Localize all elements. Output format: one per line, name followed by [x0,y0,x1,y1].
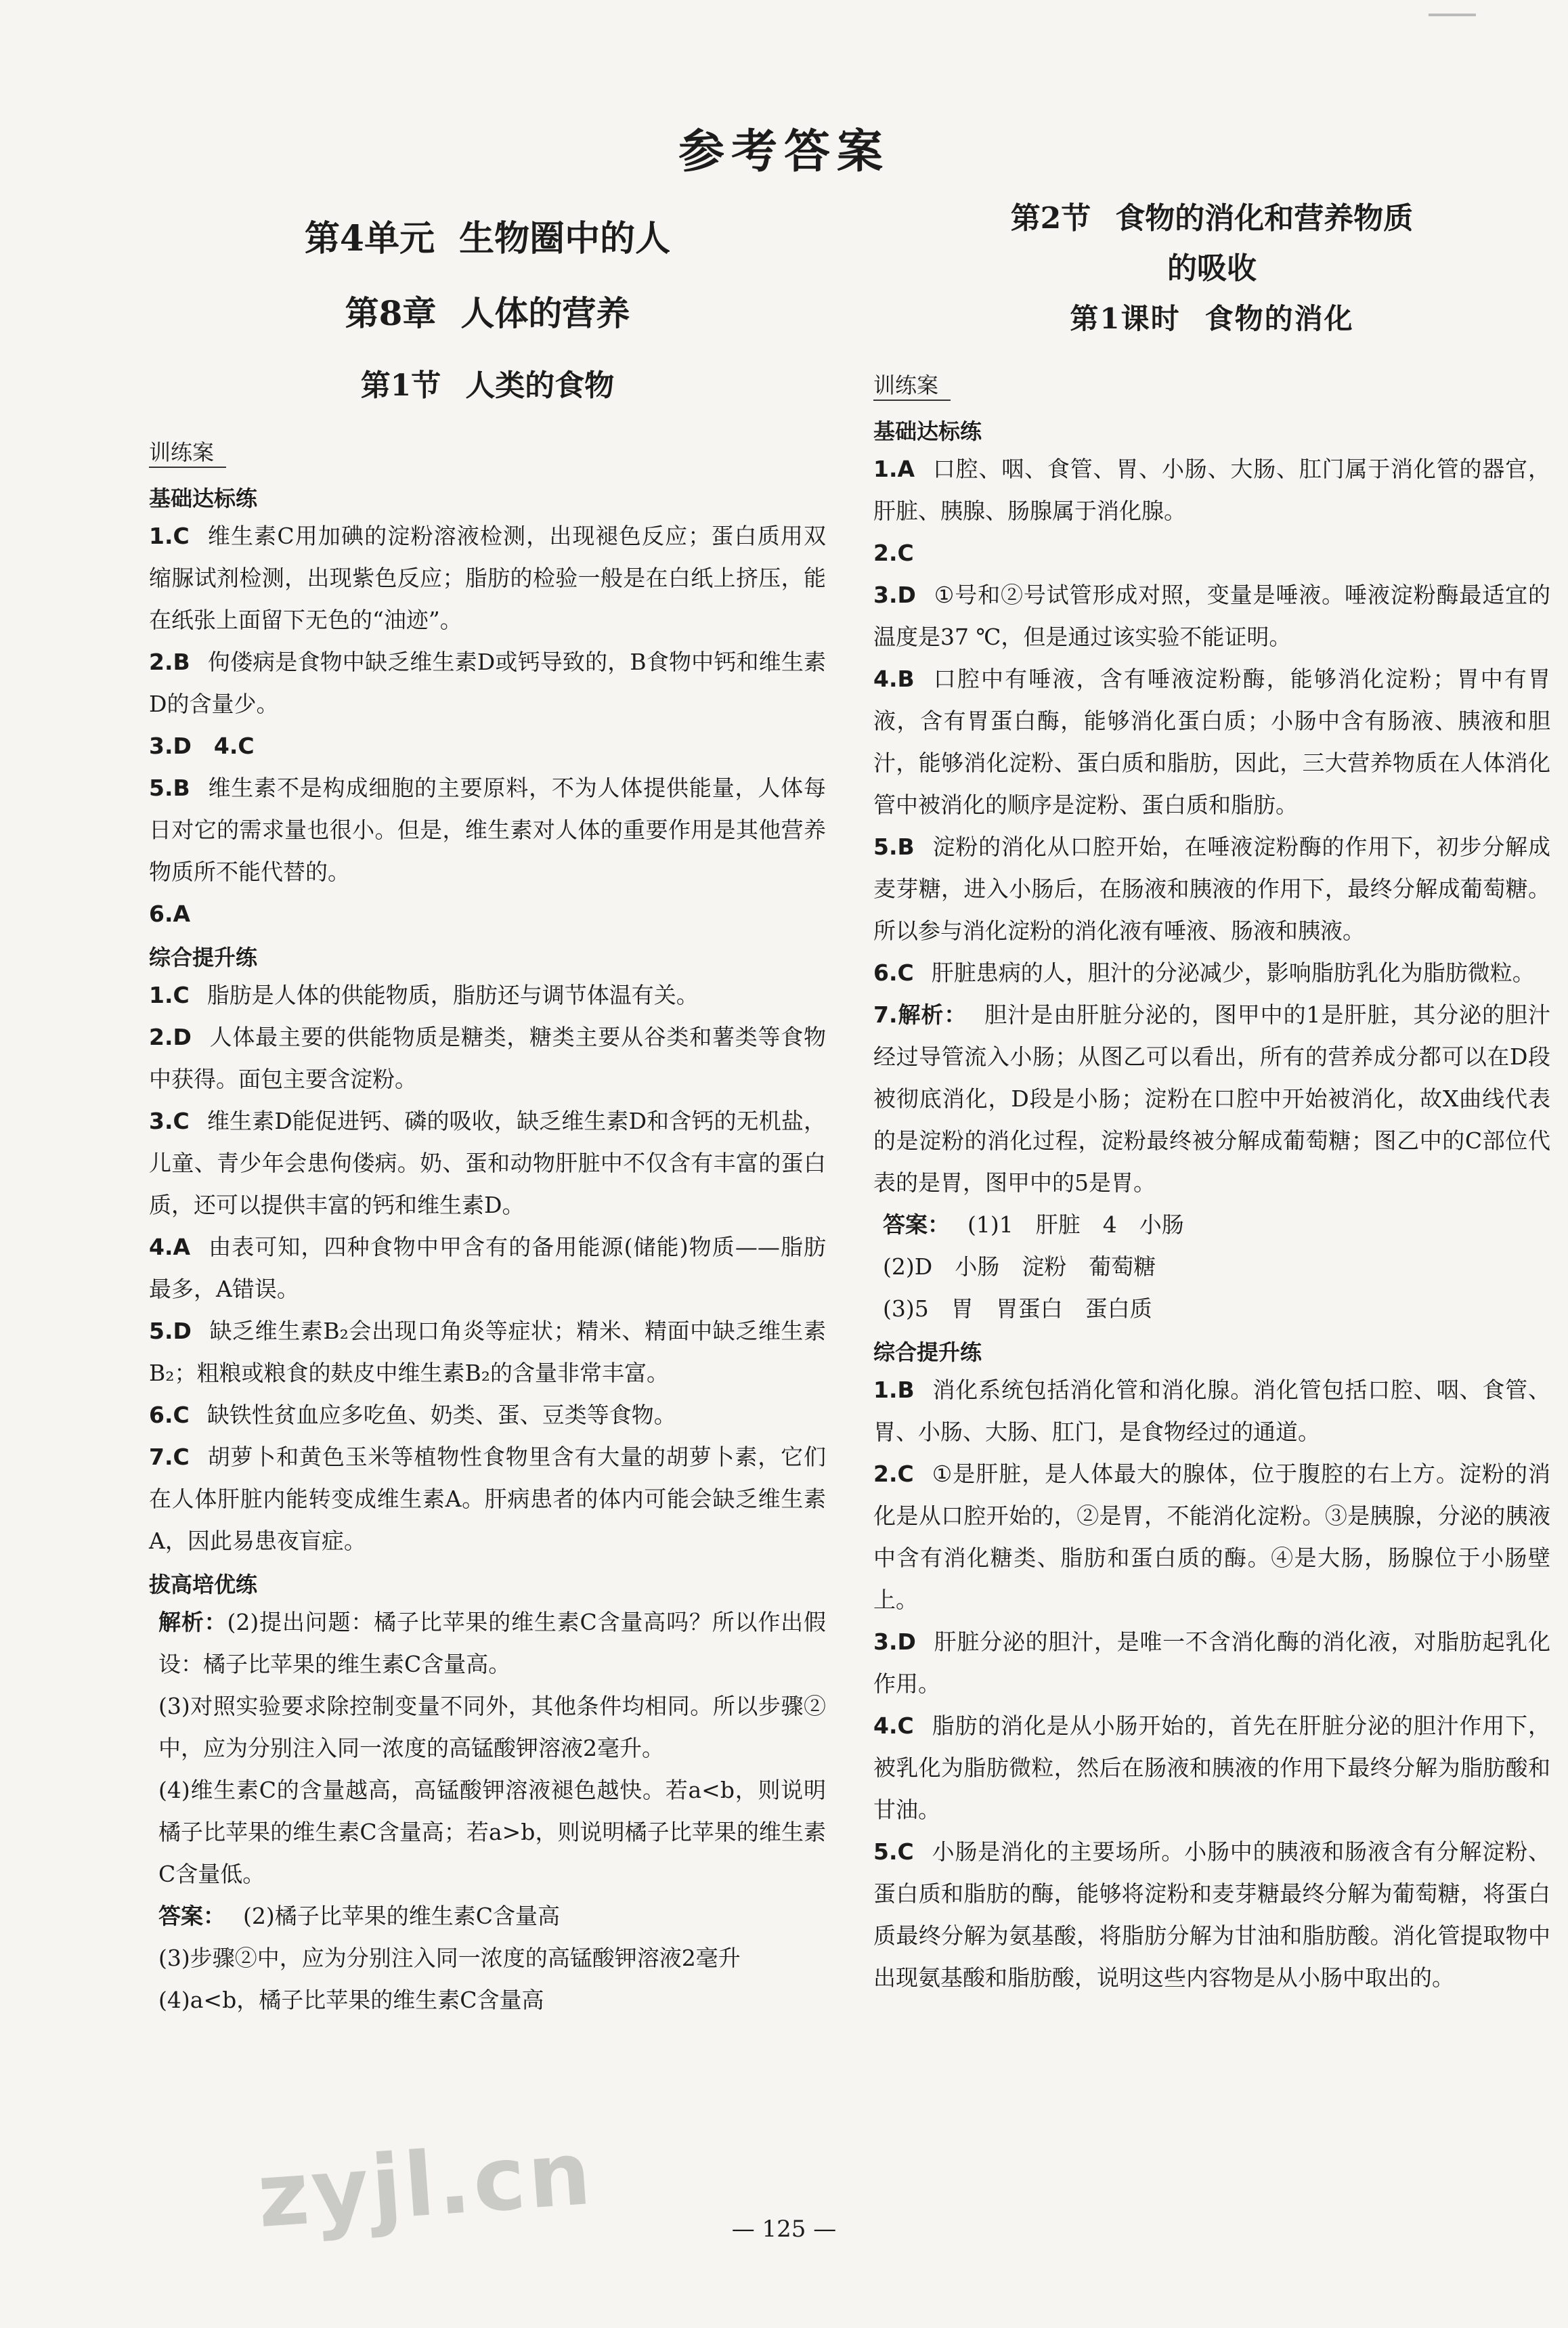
entry-number: 1.A [873,456,915,482]
section-number: 第1节 [360,368,441,403]
answer-entry [149,1394,826,1436]
entry-text: 脂肪的消化是从小肠开始的，首先在肝脏分泌的胆汁作用下，被乳化为脂肪微粒，然后在肠液和胰液的作用下最终分解为脂肪酸和甘油。 [873,1712,1550,1823]
entry-text: 淀粉的消化从口腔开始，在唾液淀粉酶的作用下，初步分解成麦芽糖，进入小肠后，在肠液和胰液的作用下，最终分解成葡萄糖。所以参与消化淀粉的消化液有唾液、肠液和胰液。 [873,834,1550,944]
entry-number: 2.B [149,649,190,675]
answer-label: 答案： [158,1903,225,1929]
answer-entry [873,826,1550,952]
answer-entry [149,1226,826,1310]
lesson-heading [873,297,1550,337]
answer-block [873,1204,1550,1330]
section2-heading-line2: 的吸收 [1167,251,1257,286]
basic-title: 基础达标练 [149,486,258,511]
entry-number: 4.B [873,666,915,692]
entry-number: 7.解析： [873,1001,967,1028]
advanced-title: 综合提升练 [873,1339,982,1365]
entry-number: 3.D [873,1629,916,1655]
answer-item: (3)5 胃 胃蛋白 蛋白质 [883,1295,1152,1322]
entry-number: 1.B [873,1377,915,1403]
basic-title: 基础达标练 [873,418,982,444]
entry-number: 1.C [149,982,190,1008]
analysis-item [158,1601,826,1685]
entry-number: 6.C [873,960,914,986]
entry-number: 6.A [149,901,191,927]
entry-text: 小肠是消化的主要场所。小肠中的胰液和肠液含有分解淀粉、蛋白质和脂肪的酶，能够将淀粉和麦芽糖最终分解为葡萄糖，将蛋白质最终分解为氨基酸，将脂肪分解为甘油和脂肪酸。消化管提取物中出现氨基酸和脂肪酸，说明这些内容物是从小肠中取出的。 [873,1838,1550,1991]
answer-entry [873,994,1550,1204]
analysis-label: 解析： [158,1609,227,1635]
section2-heading-line1 [873,196,1550,241]
entry-number: 4.C [873,1712,914,1739]
answer-entry [149,893,826,935]
answer-item [158,1895,826,1937]
left-column [149,196,826,2021]
chapter-number: 第8章 [345,293,437,333]
lesson-name: 食物的消化 [1204,302,1354,335]
entry-number: 1.C [149,523,190,549]
answer-entry [873,952,1550,994]
answer-entry [873,1369,1550,1453]
basic-list [149,515,826,935]
entry-text: 人体最主要的供能物质是糖类，糖类主要从谷类和薯类等食物中获得。面包主要含淀粉。 [149,1024,826,1092]
entry-text: ①是肝脏，是人体最大的腺体，位于腹腔的右上方。淀粉的消化是从口腔开始的，②是胃，不能消化淀粉。③是胰腺，分泌的胰液中含有消化糖类、脂肪和蛋白质的酶。④是大肠，肠腺位于小肠壁上。 [873,1461,1550,1613]
entry-text: 缺乏维生素B₂会出现口角炎等症状；精米、精面中缺乏维生素B₂；粗粮或粮食的麸皮中维生素B₂的含量非常丰富。 [149,1318,826,1386]
entry-text: 脂肪是人体的供能物质，脂肪还与调节体温有关。 [206,982,699,1008]
page-number: — 125 — [731,2216,837,2243]
entry-number: 5.C [873,1838,914,1865]
answer-entry [149,1436,826,1562]
answer-item [883,1204,1550,1246]
entry-number: 7.C [149,1444,190,1470]
entry-text: 维生素C用加碘的淀粉溶液检测，出现褪色反应；蛋白质用双缩脲试剂检测，出现紫色反应；脂肪的检验一般是在白纸上挤压，能在纸张上面留下无色的“油迹”。 [149,523,826,633]
entry-number: 2.C [873,1461,914,1487]
entry-number: 2.D [149,1024,192,1050]
watermark-logo: zyjl.cn [254,2121,597,2248]
unit-number: 第4单元 [304,218,435,259]
entry-text: 消化系统包括消化管和消化腺。消化管包括口腔、咽、食管、胃、小肠、大肠、肛门，是食物经过的通道。 [873,1377,1550,1445]
entry-number: 5.B [149,775,190,801]
answer-entry [873,448,1550,532]
entry-number: 6.C [149,1402,190,1428]
analysis-block [149,1601,826,2021]
answer-label: 答案： [883,1211,950,1238]
advanced-list [149,974,826,1562]
entry-number: 3.C [149,1108,190,1134]
corner-mark [1429,14,1476,16]
entry-text: 肝脏患病的人，胆汁的分泌减少，影响脂肪乳化为脂肪微粒。 [931,960,1535,986]
answer-entry [873,1621,1550,1705]
training-label: 训练案 [873,368,951,401]
answer-entry [149,515,826,641]
answer-text: (2)橘子比苹果的维生素C含量高 [243,1903,560,1929]
answer-entry [873,1453,1550,1621]
answer-item: (2)D 小肠 淀粉 葡萄糖 [883,1253,1156,1280]
answer-entry [149,725,826,767]
chapter-name: 人体的营养 [460,293,630,333]
entry-text: ①号和②号试管形成对照，变量是唾液。唾液淀粉酶最适宜的温度是37 ℃，但是通过该实验不能证明。 [873,582,1550,650]
answer-entry [873,574,1550,658]
answer-entry [149,974,826,1016]
entry-text: 胆汁是由肝脏分泌的，图甲中的1是肝脏，其分泌的胆汁经过导管流入小肠；从图乙可以看出，所有的营养成分都可以在D段被彻底消化，D段是小肠；淀粉在口腔中开始被消化，故X曲线代表的是淀粉的消化过程，淀粉最终被分解成葡萄糖；图乙中的C部位代表的是胃，图甲中的5是胃。 [873,1001,1551,1196]
entry-number: 4.A [149,1234,191,1260]
entry-text: 佝偻病是食物中缺乏维生素D或钙导致的，B食物中钙和维生素D的含量少。 [149,649,826,717]
section-heading [149,361,826,404]
top-title: 拔高培优练 [149,1572,258,1597]
entry-number: 3.D [873,582,916,608]
entry-text: 维生素D能促进钙、磷的吸收，缺乏维生素D和含钙的无机盐，儿童、青少年会患佝偻病。奶、蛋和动物肝脏中不仅含有丰富的蛋白质，还可以提供丰富的钙和维生素D。 [149,1108,826,1218]
answer-text: (1)1 肝脏 4 小肠 [967,1211,1184,1238]
answer-entry [873,1831,1550,1999]
answer-entry [149,641,826,725]
unit-heading [149,210,826,261]
entry-text: 缺铁性贫血应多吃鱼、奶类、蛋、豆类等食物。 [206,1402,676,1428]
unit-name: 生物圈中的人 [459,218,671,259]
answer-item: (3)步骤②中，应为分别注入同一浓度的高锰酸钾溶液2毫升 [158,1945,741,1971]
answer-entry [873,658,1550,826]
answer-entry [149,1100,826,1226]
basic-list [873,448,1550,1204]
analysis-text: (2)提出问题：橘子比苹果的维生素C含量高吗？所以作出假设：橘子比苹果的维生素C含量高。 [158,1609,826,1677]
analysis-item: (4)维生素C的含量越高，高锰酸钾溶液褪色越快。若a<b，则说明橘子比苹果的维生素C含量高；若a>b，则说明橘子比苹果的维生素C含量低。 [158,1777,826,1887]
answer-entry [149,1016,826,1100]
entry-number: 2.C [873,540,914,566]
answer-entry [149,1310,826,1394]
entry-number: 3.D 4.C [149,733,255,759]
answer-entry [873,532,1550,574]
entry-text: 由表可知，四种食物中甲含有的备用能源(储能)物质——脂肪最多，A错误。 [149,1234,826,1302]
entry-text: 肝脏分泌的胆汁，是唯一不含消化酶的消化液，对脂肪起乳化作用。 [873,1629,1550,1697]
entry-text: 口腔、咽、食管、胃、小肠、大肠、肛门属于消化管的器官，肝脏、胰腺、肠腺属于消化腺。 [873,456,1550,524]
section2-number: 第2节 [1010,201,1091,236]
entry-text: 维生素不是构成细胞的主要原料，不为人体提供能量，人体每日对它的需求量也很小。但是，维生素对人体的重要作用是其他营养物质所不能代替的。 [149,775,826,885]
analysis-item: (3)对照实验要求除控制变量不同外，其他条件均相同。所以步骤②中，应为分别注入同一浓度的高锰酸钾溶液2毫升。 [158,1693,826,1761]
training-label: 训练案 [149,435,226,468]
entry-number: 5.B [873,834,915,860]
advanced-title: 综合提升练 [149,945,258,970]
section-name: 人类的食物 [465,368,615,403]
answer-entry [873,1705,1550,1831]
page-title: 参考答案 [678,125,890,179]
lesson-number: 第1课时 [1070,302,1181,335]
answer-entry [149,767,826,893]
entry-text: 胡萝卜和黄色玉米等植物性食物里含有大量的胡萝卜素，它们在人体肝脏内能转变成维生素A。肝病患者的体内可能会缺乏维生素A，因此易患夜盲症。 [149,1444,826,1554]
section2-name: 食物的消化和营养物质 [1115,201,1414,236]
advanced-list [873,1369,1550,1999]
chapter-heading [149,286,826,335]
right-column [873,196,1550,1999]
entry-text: 口腔中有唾液，含有唾液淀粉酶，能够消化淀粉；胃中有胃液，含有胃蛋白酶，能够消化蛋白质；小肠中含有肠液、胰液和胆汁，能够消化淀粉、蛋白质和脂肪，因此，三大营养物质在人体消化管中被消化的顺序是淀粉、蛋白质和脂肪。 [873,666,1550,818]
answer-item: (4)a<b，橘子比苹果的维生素C含量高 [158,1987,544,2013]
entry-number: 5.D [149,1318,192,1344]
